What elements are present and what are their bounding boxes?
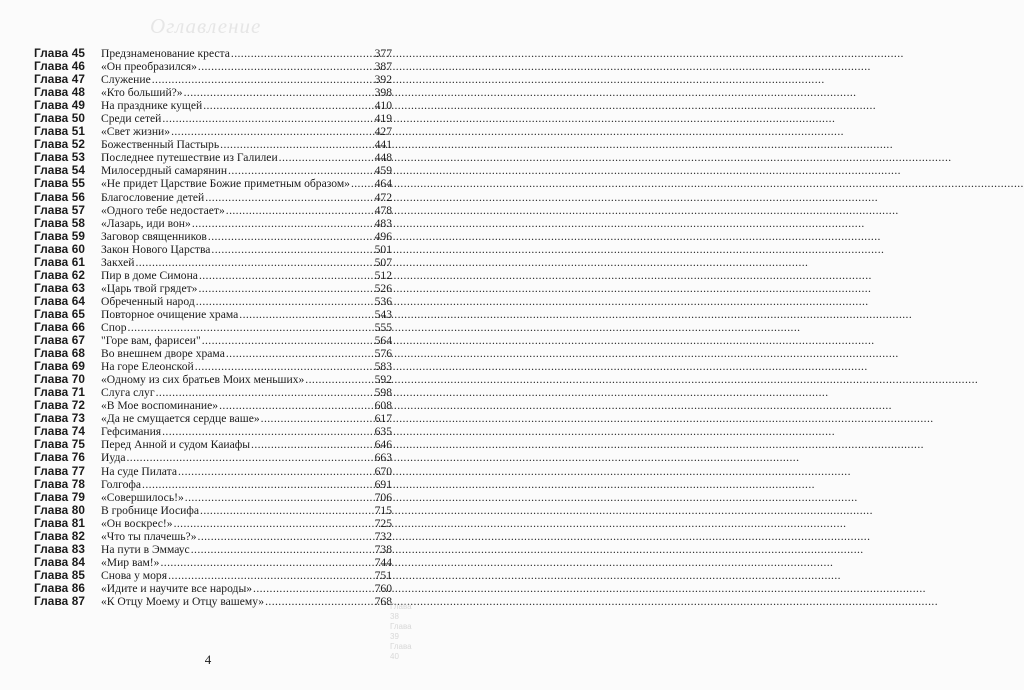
chapter-page: 583 — [374, 360, 392, 374]
chapter-page: 564 — [374, 334, 392, 348]
chapter-page: 478 — [374, 203, 392, 217]
toc-entry — [34, 478, 392, 491]
chapter-label: Глава 48 — [34, 85, 86, 100]
toc-entry — [34, 230, 392, 243]
chapter-title: «Он воскрес!» — [101, 516, 173, 530]
dot-leader — [184, 86, 374, 99]
dot-leader — [171, 125, 374, 138]
chapter-page: 706 — [374, 490, 392, 504]
chapter-title: На празднике кущей — [101, 99, 203, 113]
toc-entry — [34, 47, 392, 60]
chapter-page: 501 — [374, 242, 392, 256]
dot-leader — [251, 438, 374, 451]
dot-leader — [228, 164, 374, 177]
dot-leader — [205, 191, 373, 204]
toc-entry — [34, 491, 392, 504]
dot-leader — [226, 204, 374, 217]
chapter-label: Глава 45 — [34, 46, 86, 60]
chapter-title: «В Мое воспоминание» — [101, 399, 219, 413]
chapter-title: На пути в Эммаус — [101, 542, 190, 556]
chapter-title: Милосердный самарянин — [101, 164, 228, 178]
chapter-title: Служение — [101, 73, 151, 87]
dot-leader — [142, 478, 374, 491]
dot-leader — [253, 582, 374, 595]
chapter-label: Глава 78 — [34, 476, 86, 491]
chapter-title: Слуга слуг — [101, 386, 155, 400]
chapter-page: 646 — [374, 438, 392, 452]
chapter-label: Глава 67 — [34, 333, 86, 348]
chapter-title: "Горе вам, фарисеи" — [101, 334, 201, 348]
dot-leader — [152, 73, 374, 86]
chapter-title: Закон Нового Царства — [101, 242, 211, 256]
chapter-label: Глава 49 — [34, 98, 86, 113]
chapter-page: 536 — [374, 294, 392, 308]
dot-leader — [219, 399, 374, 412]
dot-leader — [195, 360, 374, 373]
dot-leader — [156, 386, 374, 399]
dot-leader — [196, 295, 374, 308]
page-number: 4 — [204, 652, 212, 667]
chapter-page: 598 — [374, 386, 392, 400]
chapter-label: Глава 53 — [34, 150, 86, 165]
dot-leader — [192, 217, 374, 230]
chapter-label: Глава 81 — [34, 515, 86, 530]
chapter-title: Среди сетей — [101, 112, 162, 126]
dot-leader — [162, 425, 373, 438]
toc-entry — [34, 217, 392, 230]
toc-entry — [34, 112, 392, 125]
dot-leader — [198, 282, 373, 295]
chapter-page: 392 — [374, 73, 392, 87]
chapter-label: Глава 62 — [34, 267, 86, 282]
chapter-title: «Свет жизни» — [101, 125, 171, 139]
chapter-label: Глава 71 — [34, 385, 86, 400]
chapter-page: 732 — [374, 529, 392, 543]
chapter-label: Глава 50 — [34, 111, 86, 126]
chapter-label: Глава 61 — [34, 254, 86, 269]
chapter-title: «Совершилось!» — [101, 490, 184, 504]
chapter-page: 398 — [374, 86, 392, 100]
toc-entry — [34, 295, 392, 308]
dot-leader — [202, 334, 374, 347]
chapter-page: 410 — [374, 99, 392, 113]
toc-entry — [34, 269, 392, 282]
toc-entry — [34, 530, 392, 543]
toc-entry — [34, 582, 392, 595]
chapter-label: Глава 79 — [34, 489, 86, 504]
chapter-label: Глава 51 — [34, 124, 86, 139]
dot-leader — [198, 60, 374, 73]
chapter-page: 576 — [374, 347, 392, 361]
toc-entry — [34, 347, 392, 360]
chapter-title: Снова у моря — [101, 568, 168, 582]
chapter-title: Голгофа — [101, 477, 142, 491]
chapter-label: Глава 82 — [34, 528, 86, 543]
chapter-title: «Мир вам!» — [101, 555, 160, 569]
toc-entry — [34, 86, 392, 99]
chapter-label: Глава 54 — [34, 163, 86, 178]
chapter-title: «Одного тебе недостает» — [101, 203, 225, 217]
toc-entry — [34, 399, 392, 412]
toc-entry — [34, 412, 392, 425]
chapter-page: 507 — [374, 255, 392, 269]
toc-entry — [34, 60, 392, 73]
bleed-through-line: Глава 40 — [390, 642, 412, 661]
chapter-label: Глава 52 — [34, 137, 86, 152]
dot-leader — [160, 556, 373, 569]
chapter-page: 543 — [374, 307, 392, 321]
chapter-label: Глава 65 — [34, 306, 86, 321]
chapter-label: Глава 77 — [34, 463, 86, 478]
chapter-page: 608 — [374, 399, 392, 413]
chapter-label: Глава 55 — [34, 176, 86, 191]
chapter-label: Глава 47 — [34, 72, 86, 87]
dot-leader — [231, 47, 374, 60]
chapter-page: 715 — [374, 503, 392, 517]
toc-entry — [34, 73, 392, 86]
chapter-title: Последнее путешествие из Галилеи — [101, 151, 278, 165]
chapter-label: Глава 69 — [34, 359, 86, 374]
chapter-label: Глава 46 — [34, 59, 86, 74]
chapter-page: 725 — [374, 516, 392, 530]
chapter-title: «Он преобразился» — [101, 60, 197, 74]
chapter-label: Глава 85 — [34, 567, 86, 582]
dot-leader — [191, 543, 374, 556]
chapter-title: «Не придет Царствие Божие приметным образом» — [101, 177, 350, 191]
toc-entry — [34, 334, 392, 347]
chapter-page: 427 — [374, 125, 392, 139]
chapter-title: «Да не смущается сердце ваше» — [101, 412, 260, 426]
chapter-label: Глава 66 — [34, 319, 86, 334]
dot-leader — [279, 151, 374, 164]
dot-leader — [208, 230, 374, 243]
toc-entry — [34, 191, 392, 204]
chapter-title: Божественный Пастырь — [101, 138, 220, 152]
chapter-title: Иуда — [101, 451, 126, 465]
chapter-title: Гефсимания — [101, 425, 162, 439]
toc-entry — [34, 138, 392, 151]
chapter-label: Глава 63 — [34, 280, 86, 295]
chapter-label: Глава 86 — [34, 580, 86, 595]
toc-entry — [34, 504, 392, 517]
chapter-title: «Кто больший?» — [101, 86, 183, 100]
chapter-page: 691 — [374, 477, 392, 491]
chapter-page: 459 — [374, 164, 392, 178]
chapter-title: «Царь твой грядет» — [101, 281, 198, 295]
toc-entry — [34, 164, 392, 177]
dot-leader — [162, 112, 373, 125]
chapter-page: 377 — [374, 47, 392, 60]
chapter-title: «Лазарь, иди вон» — [101, 216, 191, 230]
dot-leader — [226, 347, 374, 360]
dot-leader — [220, 138, 373, 151]
chapter-title: Повторное очищение храма — [101, 307, 239, 321]
chapter-page: 635 — [374, 425, 392, 439]
chapter-page: 592 — [374, 373, 392, 387]
toc-entry — [34, 425, 392, 438]
dot-leader — [168, 569, 374, 582]
dot-leader — [351, 177, 374, 190]
dot-leader — [203, 99, 373, 112]
chapter-title: Пир в доме Симона — [101, 268, 198, 282]
chapter-label: Глава 73 — [34, 411, 86, 426]
toc-entry — [34, 569, 392, 582]
dot-leader — [200, 504, 374, 517]
chapter-page: 419 — [374, 112, 392, 126]
chapter-title: «К Отцу Моему и Отцу вашему» — [101, 594, 265, 608]
chapter-label: Глава 70 — [34, 372, 86, 387]
chapter-title: «Одному из сих братьев Моих меньших» — [101, 373, 305, 387]
toc-entry — [34, 125, 392, 138]
dot-leader — [174, 517, 374, 530]
chapter-page: 768 — [374, 594, 392, 608]
chapter-title: На суде Пилата — [101, 464, 177, 478]
chapter-page: 496 — [374, 229, 392, 243]
dot-leader — [135, 256, 373, 269]
toc-entry — [34, 543, 392, 556]
chapter-page: 441 — [374, 138, 392, 152]
dot-leader — [178, 465, 374, 478]
dot-leader — [211, 243, 373, 256]
toc-entry — [34, 386, 392, 399]
toc-entry — [34, 438, 392, 451]
chapter-title: Спор — [101, 320, 127, 334]
chapter-page: 483 — [374, 216, 392, 230]
table-of-contents — [34, 47, 392, 608]
chapter-page: 738 — [374, 542, 392, 556]
bleed-through-line: Глава 39 — [390, 622, 412, 641]
bleed-through-line: Глава 38 — [390, 602, 412, 621]
toc-entry — [34, 451, 392, 464]
chapter-label: Глава 59 — [34, 228, 86, 243]
chapter-label: Глава 72 — [34, 398, 86, 413]
watermark-heading: Оглавление — [150, 14, 262, 38]
toc-entry — [34, 99, 392, 112]
chapter-label: Глава 68 — [34, 346, 86, 361]
dot-leader — [261, 412, 374, 425]
chapter-title: Благословение детей — [101, 190, 205, 204]
chapter-label: Глава 75 — [34, 437, 86, 452]
toc-entry — [34, 282, 392, 295]
chapter-label: Глава 60 — [34, 241, 86, 256]
chapter-page: 555 — [374, 320, 392, 334]
toc-entry — [34, 204, 392, 217]
chapter-title: «Что ты плачешь?» — [101, 529, 197, 543]
toc-entry — [34, 151, 392, 164]
chapter-page: 472 — [374, 190, 392, 204]
toc-entry — [34, 177, 392, 190]
dot-leader — [199, 269, 374, 282]
toc-entry — [34, 256, 392, 269]
dot-leader — [265, 595, 374, 608]
dot-leader — [305, 373, 373, 386]
chapter-page: 670 — [374, 464, 392, 478]
chapter-title: Обреченный народ — [101, 294, 195, 308]
chapter-title: Заговор священников — [101, 229, 207, 243]
toc-entry — [34, 243, 392, 256]
chapter-page: 526 — [374, 281, 392, 295]
dot-leader — [239, 308, 373, 321]
chapter-label: Глава 64 — [34, 293, 86, 308]
chapter-label: Глава 80 — [34, 502, 86, 517]
chapter-page: 387 — [374, 60, 392, 74]
toc-entry — [34, 517, 392, 530]
toc-entry — [34, 373, 392, 386]
dot-leader — [185, 491, 374, 504]
chapter-label: Глава 76 — [34, 450, 86, 465]
chapter-title: «Идите и научите все народы» — [101, 581, 253, 595]
chapter-page: 744 — [374, 555, 392, 569]
chapter-label: Глава 56 — [34, 189, 86, 204]
chapter-label: Глава 87 — [34, 593, 86, 608]
chapter-page: 448 — [374, 151, 392, 165]
chapter-title: На горе Елеонской — [101, 360, 194, 374]
chapter-page: 663 — [374, 451, 392, 465]
chapter-page: 464 — [374, 177, 392, 191]
toc-entry — [34, 321, 392, 334]
chapter-label: Глава 84 — [34, 554, 86, 569]
chapter-label: Глава 58 — [34, 215, 86, 230]
dot-leader — [128, 321, 374, 334]
chapter-label: Глава 83 — [34, 541, 86, 556]
chapter-page: 512 — [374, 268, 392, 282]
chapter-label: Глава 74 — [34, 424, 86, 439]
chapter-title: Во внешнем дворе храма — [101, 347, 225, 361]
chapter-page: 617 — [374, 412, 392, 426]
dot-leader — [198, 530, 374, 543]
toc-entry — [34, 556, 392, 569]
chapter-title: Перед Анной и судом Каиафы — [101, 438, 251, 452]
chapter-title: В гробнице Иосифа — [101, 503, 200, 517]
chapter-page: 760 — [374, 581, 392, 595]
toc-entry — [34, 465, 392, 478]
chapter-title: Предзнаменование креста — [101, 47, 230, 60]
toc-entry — [34, 308, 392, 321]
dot-leader — [126, 451, 373, 464]
toc-entry — [34, 595, 392, 608]
chapter-label: Глава 57 — [34, 202, 86, 217]
chapter-page: 751 — [374, 568, 392, 582]
toc-entry — [34, 360, 392, 373]
chapter-title: Закхей — [101, 255, 135, 269]
